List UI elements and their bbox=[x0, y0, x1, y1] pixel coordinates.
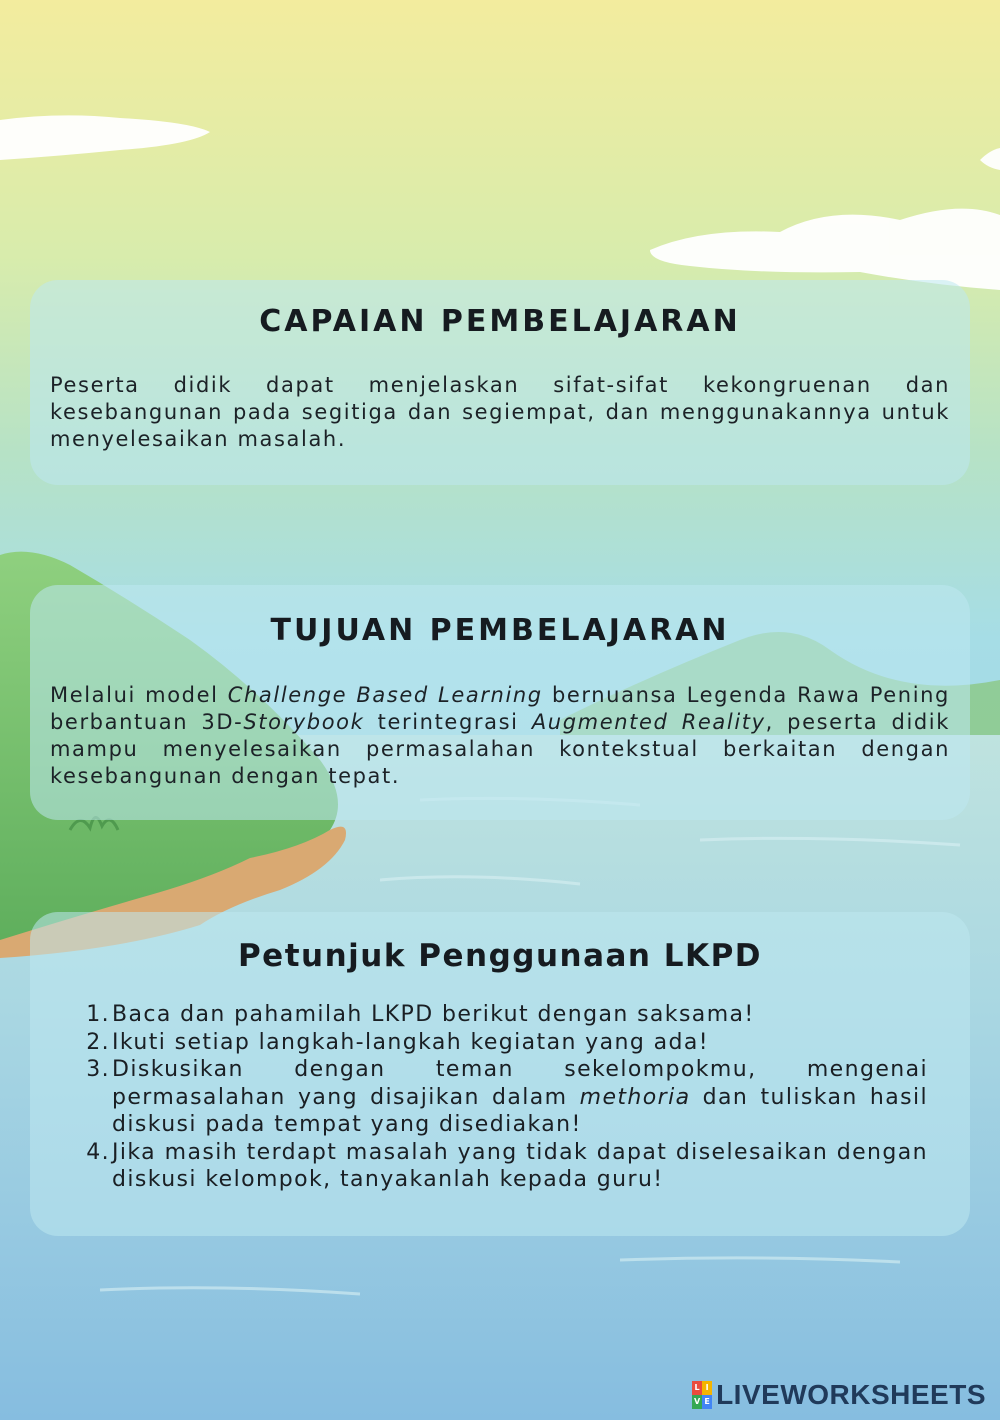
logo-mark-letter: L bbox=[692, 1381, 702, 1395]
list-item-number: 1. bbox=[86, 1002, 110, 1027]
tujuan-body-text-2: bernuansa Legenda Rawa Pening berbantuan 3D- bbox=[50, 683, 950, 734]
capaian-body: Peserta didik dapat menjelaskan sifat-sifat kekongruenan dan kesebangunan pada segitiga dan segiempat, dan menggunakannya untuk menyelesaikan masalah. bbox=[50, 373, 950, 451]
logo-mark-letter: I bbox=[702, 1381, 712, 1395]
capaian-pembelajaran-panel bbox=[30, 280, 970, 485]
list-item-text: Baca dan pahamilah LKPD berikut dengan saksama! bbox=[112, 1002, 755, 1027]
tujuan-title: TUJUAN PEMBELAJARAN bbox=[270, 613, 730, 648]
liveworksheets-logo-icon bbox=[692, 1381, 712, 1409]
logo-text: LIVEWORKSHEETS bbox=[716, 1379, 986, 1410]
capaian-title: CAPAIAN PEMBELAJARAN bbox=[259, 304, 741, 339]
list-item bbox=[82, 1029, 928, 1057]
list-item bbox=[82, 1001, 928, 1029]
petunjuk-panel bbox=[30, 912, 970, 1236]
tujuan-body-text-3: terintegrasi bbox=[364, 710, 532, 734]
list-item-number: 3. bbox=[86, 1057, 110, 1082]
tujuan-body-italic-1: Challenge Based Learning bbox=[227, 683, 543, 707]
petunjuk-title: Petunjuk Penggunaan LKPD bbox=[237, 938, 763, 974]
list-item-number: 4. bbox=[86, 1139, 110, 1165]
liveworksheets-logo[interactable] bbox=[692, 1378, 986, 1412]
tujuan-pembelajaran-panel bbox=[30, 585, 970, 820]
tujuan-body-italic-3: Augmented Reality bbox=[531, 710, 766, 734]
tujuan-body bbox=[50, 682, 950, 790]
list-item-text-1: Diskusikan dengan teman sekelompokmu, mengenai permasalahan yang disajikan dalam bbox=[112, 1057, 928, 1110]
tujuan-body-text-4: , peserta didik mampu menyelesaikan permasalahan kontekstual berkaitan dengan kesebangunan dengan tepat. bbox=[50, 710, 950, 788]
logo-mark-letter: E bbox=[702, 1395, 712, 1409]
tujuan-body-italic-2: Storybook bbox=[243, 710, 365, 734]
list-item-text: Ikuti setiap langkah-langkah kegiatan yang ada! bbox=[112, 1029, 709, 1055]
tujuan-body-text-1: Melalui model bbox=[50, 683, 228, 707]
list-item bbox=[82, 1056, 928, 1139]
petunjuk-list bbox=[82, 1001, 928, 1194]
logo-mark-letter: V bbox=[692, 1395, 702, 1409]
list-item bbox=[82, 1139, 928, 1194]
list-item-text-2: dan tuliskan hasil diskusi pada tempat yang disediakan! bbox=[112, 1084, 928, 1137]
list-item-number: 2. bbox=[86, 1029, 110, 1055]
list-item-text: Jika masih terdapt masalah yang tidak dapat diselesaikan dengan diskusi kelompok, tanyakanlah kepada guru! bbox=[112, 1139, 928, 1192]
list-item-text-italic: methoria bbox=[579, 1084, 691, 1110]
